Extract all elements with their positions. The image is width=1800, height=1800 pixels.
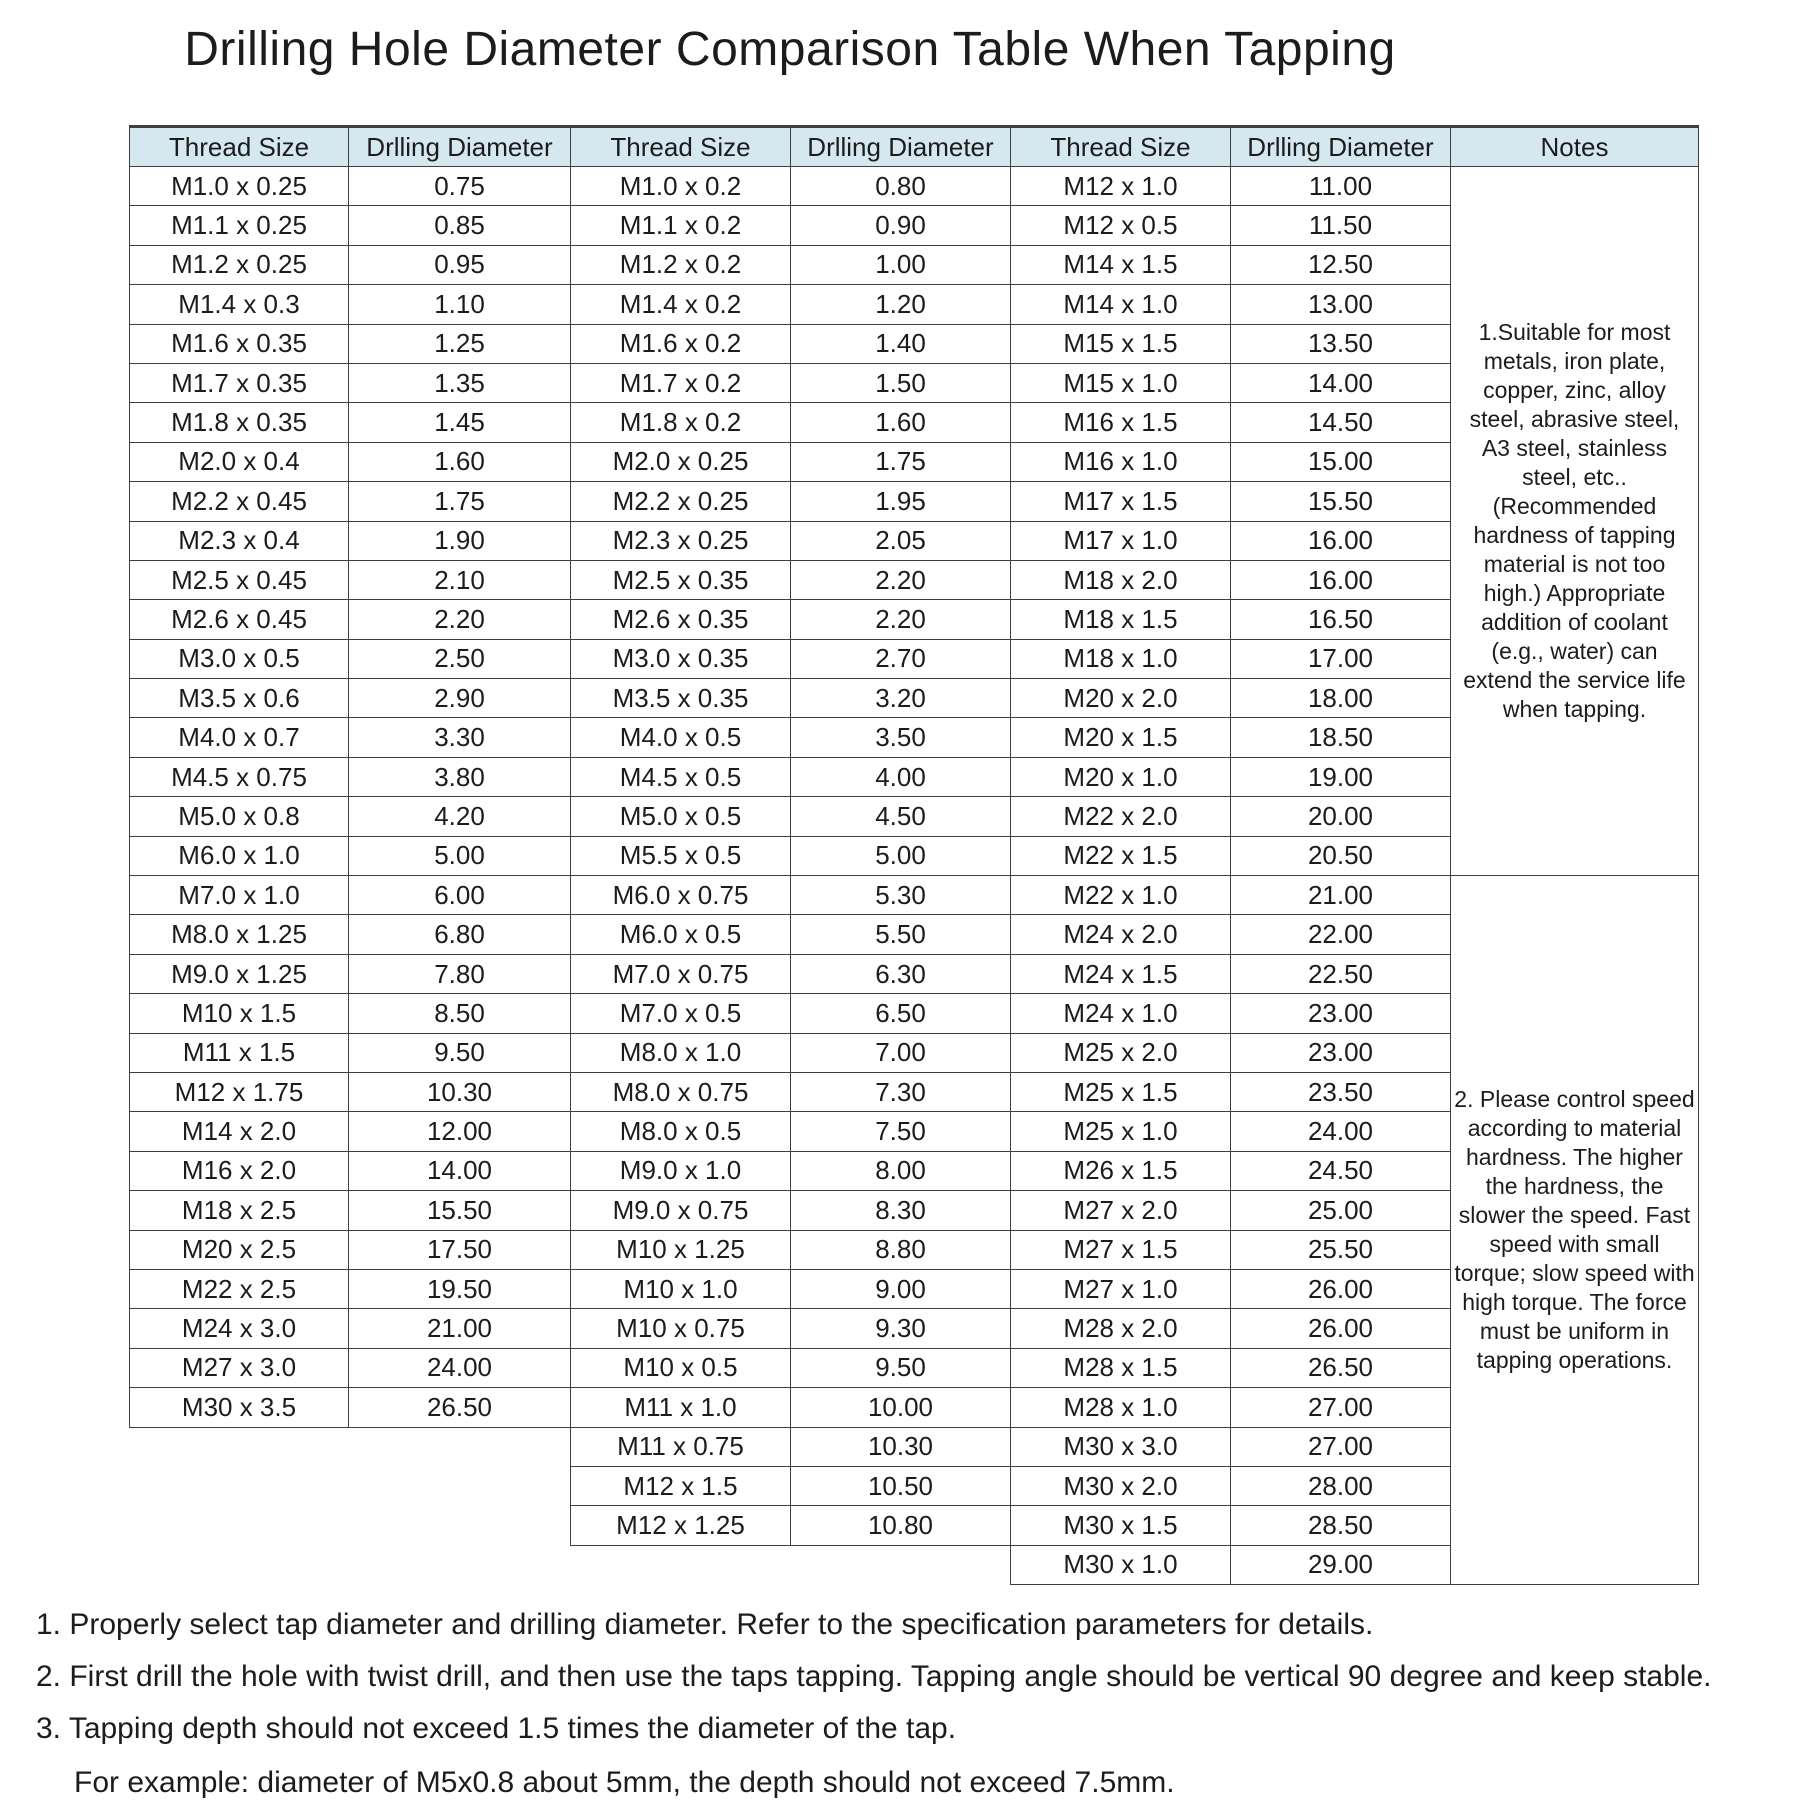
drilling-diameter-cell: 19.50 (349, 1269, 571, 1308)
thread-size-cell: M30 x 1.0 (1011, 1545, 1231, 1584)
drilling-diameter-cell: 28.50 (1231, 1506, 1451, 1545)
thread-size-cell: M11 x 1.5 (130, 1033, 349, 1072)
drilling-diameter-cell: 2.90 (349, 679, 571, 718)
drilling-diameter-cell: 9.00 (791, 1269, 1011, 1308)
drilling-diameter-cell: 1.60 (349, 442, 571, 481)
drilling-diameter-cell: 10.00 (791, 1388, 1011, 1427)
notes-cell: 2. Please control speed according to material hardness. The higher the hardness, the slower the speed. Fast speed with small torque; slow speed with high torque. The force must be uniform in tapping operations. (1451, 876, 1699, 1585)
thread-size-cell: M2.2 x 0.25 (571, 482, 791, 521)
thread-size-cell: M18 x 1.5 (1011, 600, 1231, 639)
drilling-diameter-cell: 16.50 (1231, 600, 1451, 639)
drilling-diameter-cell: 23.50 (1231, 1072, 1451, 1111)
drilling-diameter-cell: 4.00 (791, 757, 1011, 796)
notes-cell: 1.Suitable for most metals, iron plate, copper, zinc, alloy steel, abrasive steel, A3 steel, stainless steel, etc..(Recommended hardness of tapping material is not too high.) Appropriate addition of coolant (e.g., water) can extend the service life when tapping. (1451, 167, 1699, 876)
drilling-diameter-cell: 25.50 (1231, 1230, 1451, 1269)
thread-size-cell: M2.2 x 0.45 (130, 482, 349, 521)
table-row (130, 167, 1699, 206)
thread-size-cell: M7.0 x 1.0 (130, 876, 349, 915)
drilling-diameter-cell: 7.50 (791, 1112, 1011, 1151)
drilling-diameter-cell: 22.00 (1231, 915, 1451, 954)
drilling-diameter-cell: 7.00 (791, 1033, 1011, 1072)
thread-size-cell: M7.0 x 0.5 (571, 994, 791, 1033)
thread-size-cell: M20 x 1.5 (1011, 718, 1231, 757)
thread-size-cell: M25 x 2.0 (1011, 1033, 1231, 1072)
thread-size-cell: M9.0 x 0.75 (571, 1191, 791, 1230)
thread-size-cell: M14 x 2.0 (130, 1112, 349, 1151)
thread-size-cell: M11 x 0.75 (571, 1427, 791, 1466)
drilling-diameter-cell: 2.05 (791, 521, 1011, 560)
drilling-diameter-cell: 3.20 (791, 679, 1011, 718)
thread-size-cell: M2.5 x 0.35 (571, 560, 791, 599)
drilling-diameter-cell: 1.10 (349, 285, 571, 324)
drilling-diameter-cell: 2.20 (791, 560, 1011, 599)
drilling-diameter-cell: 23.00 (1231, 994, 1451, 1033)
thread-size-cell: M10 x 0.5 (571, 1348, 791, 1387)
thread-size-cell: M2.6 x 0.45 (130, 600, 349, 639)
column-header-thread-size-1: Thread Size (130, 127, 349, 167)
drilling-diameter-cell: 18.50 (1231, 718, 1451, 757)
drilling-diameter-cell: 10.50 (791, 1466, 1011, 1505)
thread-size-cell: M22 x 2.5 (130, 1269, 349, 1308)
blank-area (130, 1506, 571, 1545)
drilling-diameter-cell: 7.80 (349, 954, 571, 993)
thread-size-cell: M1.2 x 0.2 (571, 245, 791, 284)
thread-size-cell: M20 x 2.5 (130, 1230, 349, 1269)
thread-size-cell: M2.3 x 0.25 (571, 521, 791, 560)
drilling-diameter-cell: 13.00 (1231, 285, 1451, 324)
drilling-diameter-cell: 5.00 (349, 836, 571, 875)
column-header-notes: Notes (1451, 127, 1699, 167)
drilling-diameter-cell: 6.50 (791, 994, 1011, 1033)
drilling-diameter-cell: 23.00 (1231, 1033, 1451, 1072)
blank-area (130, 1466, 571, 1505)
drilling-diameter-cell: 4.50 (791, 797, 1011, 836)
drilling-diameter-cell: 6.80 (349, 915, 571, 954)
thread-size-cell: M27 x 1.5 (1011, 1230, 1231, 1269)
thread-size-cell: M8.0 x 1.0 (571, 1033, 791, 1072)
drilling-diameter-cell: 7.30 (791, 1072, 1011, 1111)
thread-size-cell: M1.1 x 0.25 (130, 206, 349, 245)
column-header-thread-size-2: Thread Size (571, 127, 791, 167)
drilling-diameter-cell: 4.20 (349, 797, 571, 836)
thread-size-cell: M1.1 x 0.2 (571, 206, 791, 245)
drilling-diameter-cell: 1.60 (791, 403, 1011, 442)
thread-size-cell: M22 x 1.0 (1011, 876, 1231, 915)
thread-size-cell: M1.4 x 0.3 (130, 285, 349, 324)
thread-size-cell: M2.0 x 0.25 (571, 442, 791, 481)
drilling-diameter-cell: 8.00 (791, 1151, 1011, 1190)
drilling-diameter-cell: 1.35 (349, 363, 571, 402)
thread-size-cell: M28 x 1.5 (1011, 1348, 1231, 1387)
thread-size-cell: M7.0 x 0.75 (571, 954, 791, 993)
thread-size-cell: M14 x 1.0 (1011, 285, 1231, 324)
thread-size-cell: M1.8 x 0.2 (571, 403, 791, 442)
drilling-diameter-cell: 20.50 (1231, 836, 1451, 875)
drilling-diameter-cell: 21.00 (1231, 876, 1451, 915)
blank-area (130, 1545, 1011, 1584)
drilling-diameter-cell: 8.80 (791, 1230, 1011, 1269)
drilling-diameter-cell: 26.50 (1231, 1348, 1451, 1387)
thread-size-cell: M1.2 x 0.25 (130, 245, 349, 284)
drilling-diameter-cell: 6.00 (349, 876, 571, 915)
thread-size-cell: M4.5 x 0.5 (571, 757, 791, 796)
column-header-thread-size-3: Thread Size (1011, 127, 1231, 167)
footer-note-2: 2. First drill the hole with twist drill, and then use the taps tapping. Tapping angle should be vertical 90 degree and keep stable. (36, 1660, 1712, 1693)
drilling-diameter-cell: 9.50 (349, 1033, 571, 1072)
drilling-diameter-cell: 0.75 (349, 167, 571, 206)
drilling-diameter-cell: 5.00 (791, 836, 1011, 875)
thread-size-cell: M24 x 1.5 (1011, 954, 1231, 993)
drilling-diameter-cell: 16.00 (1231, 521, 1451, 560)
thread-size-cell: M28 x 2.0 (1011, 1309, 1231, 1348)
blank-area (130, 1427, 571, 1466)
tapping-comparison-table (129, 125, 1699, 1585)
thread-size-cell: M30 x 3.5 (130, 1388, 349, 1427)
thread-size-cell: M3.5 x 0.6 (130, 679, 349, 718)
thread-size-cell: M1.7 x 0.35 (130, 363, 349, 402)
column-header-drilling-diameter-3: Drlling Diameter (1231, 127, 1451, 167)
drilling-diameter-cell: 10.80 (791, 1506, 1011, 1545)
drilling-diameter-cell: 1.75 (349, 482, 571, 521)
drilling-diameter-cell: 8.50 (349, 994, 571, 1033)
drilling-diameter-cell: 10.30 (791, 1427, 1011, 1466)
thread-size-cell: M5.5 x 0.5 (571, 836, 791, 875)
drilling-diameter-cell: 10.30 (349, 1072, 571, 1111)
thread-size-cell: M1.8 x 0.35 (130, 403, 349, 442)
thread-size-cell: M1.0 x 0.25 (130, 167, 349, 206)
thread-size-cell: M22 x 1.5 (1011, 836, 1231, 875)
thread-size-cell: M12 x 1.25 (571, 1506, 791, 1545)
drilling-diameter-cell: 12.00 (349, 1112, 571, 1151)
thread-size-cell: M17 x 1.5 (1011, 482, 1231, 521)
drilling-diameter-cell: 24.00 (1231, 1112, 1451, 1151)
drilling-diameter-cell: 3.30 (349, 718, 571, 757)
footer-note-example: For example: diameter of M5x0.8 about 5mm, the depth should not exceed 7.5mm. (74, 1766, 1175, 1799)
thread-size-cell: M2.6 x 0.35 (571, 600, 791, 639)
thread-size-cell: M11 x 1.0 (571, 1388, 791, 1427)
thread-size-cell: M2.5 x 0.45 (130, 560, 349, 599)
thread-size-cell: M10 x 1.25 (571, 1230, 791, 1269)
drilling-diameter-cell: 18.00 (1231, 679, 1451, 718)
thread-size-cell: M30 x 3.0 (1011, 1427, 1231, 1466)
thread-size-cell: M5.0 x 0.5 (571, 797, 791, 836)
drilling-diameter-cell: 25.00 (1231, 1191, 1451, 1230)
thread-size-cell: M4.0 x 0.7 (130, 718, 349, 757)
drilling-diameter-cell: 3.50 (791, 718, 1011, 757)
drilling-diameter-cell: 1.00 (791, 245, 1011, 284)
thread-size-cell: M1.6 x 0.2 (571, 324, 791, 363)
column-header-drilling-diameter-1: Drlling Diameter (349, 127, 571, 167)
drilling-diameter-cell: 1.50 (791, 363, 1011, 402)
thread-size-cell: M24 x 3.0 (130, 1309, 349, 1348)
drilling-diameter-cell: 29.00 (1231, 1545, 1451, 1584)
drilling-diameter-cell: 14.00 (349, 1151, 571, 1190)
thread-size-cell: M2.0 x 0.4 (130, 442, 349, 481)
drilling-diameter-cell: 0.85 (349, 206, 571, 245)
thread-size-cell: M12 x 0.5 (1011, 206, 1231, 245)
column-header-drilling-diameter-2: Drlling Diameter (791, 127, 1011, 167)
drilling-diameter-cell: 15.50 (349, 1191, 571, 1230)
thread-size-cell: M2.3 x 0.4 (130, 521, 349, 560)
thread-size-cell: M30 x 2.0 (1011, 1466, 1231, 1505)
drilling-diameter-cell: 0.80 (791, 167, 1011, 206)
drilling-diameter-cell: 22.50 (1231, 954, 1451, 993)
thread-size-cell: M18 x 1.0 (1011, 639, 1231, 678)
thread-size-cell: M26 x 1.5 (1011, 1151, 1231, 1190)
thread-size-cell: M12 x 1.5 (571, 1466, 791, 1505)
thread-size-cell: M16 x 1.5 (1011, 403, 1231, 442)
footer-note-1: 1. Properly select tap diameter and drilling diameter. Refer to the specification parameters for details. (36, 1608, 1374, 1641)
thread-size-cell: M22 x 2.0 (1011, 797, 1231, 836)
thread-size-cell: M14 x 1.5 (1011, 245, 1231, 284)
thread-size-cell: M6.0 x 0.75 (571, 876, 791, 915)
drilling-diameter-cell: 1.45 (349, 403, 571, 442)
thread-size-cell: M20 x 2.0 (1011, 679, 1231, 718)
thread-size-cell: M9.0 x 1.25 (130, 954, 349, 993)
drilling-diameter-cell: 21.00 (349, 1309, 571, 1348)
drilling-diameter-cell: 28.00 (1231, 1466, 1451, 1505)
drilling-diameter-cell: 1.20 (791, 285, 1011, 324)
thread-size-cell: M3.0 x 0.5 (130, 639, 349, 678)
thread-size-cell: M8.0 x 0.75 (571, 1072, 791, 1111)
thread-size-cell: M3.5 x 0.35 (571, 679, 791, 718)
thread-size-cell: M15 x 1.0 (1011, 363, 1231, 402)
thread-size-cell: M18 x 2.0 (1011, 560, 1231, 599)
drilling-diameter-cell: 16.00 (1231, 560, 1451, 599)
drilling-diameter-cell: 1.40 (791, 324, 1011, 363)
drilling-diameter-cell: 0.95 (349, 245, 571, 284)
thread-size-cell: M28 x 1.0 (1011, 1388, 1231, 1427)
drilling-diameter-cell: 24.50 (1231, 1151, 1451, 1190)
drilling-diameter-cell: 24.00 (349, 1348, 571, 1387)
thread-size-cell: M10 x 1.0 (571, 1269, 791, 1308)
drilling-diameter-cell: 17.00 (1231, 639, 1451, 678)
drilling-diameter-cell: 20.00 (1231, 797, 1451, 836)
thread-size-cell: M16 x 2.0 (130, 1151, 349, 1190)
drilling-diameter-cell: 9.50 (791, 1348, 1011, 1387)
drilling-diameter-cell: 1.25 (349, 324, 571, 363)
thread-size-cell: M3.0 x 0.35 (571, 639, 791, 678)
thread-size-cell: M27 x 2.0 (1011, 1191, 1231, 1230)
drilling-diameter-cell: 11.00 (1231, 167, 1451, 206)
drilling-diameter-cell: 11.50 (1231, 206, 1451, 245)
drilling-diameter-cell: 3.80 (349, 757, 571, 796)
drilling-diameter-cell: 17.50 (349, 1230, 571, 1269)
thread-size-cell: M1.6 x 0.35 (130, 324, 349, 363)
thread-size-cell: M4.5 x 0.75 (130, 757, 349, 796)
footer-note-3: 3. Tapping depth should not exceed 1.5 times the diameter of the tap. (36, 1712, 957, 1745)
thread-size-cell: M6.0 x 0.5 (571, 915, 791, 954)
table-row (130, 876, 1699, 915)
drilling-diameter-cell: 14.00 (1231, 363, 1451, 402)
drilling-diameter-cell: 2.10 (349, 560, 571, 599)
thread-size-cell: M1.0 x 0.2 (571, 167, 791, 206)
thread-size-cell: M1.7 x 0.2 (571, 363, 791, 402)
thread-size-cell: M8.0 x 0.5 (571, 1112, 791, 1151)
thread-size-cell: M6.0 x 1.0 (130, 836, 349, 875)
table-header-row (130, 127, 1699, 167)
drilling-diameter-cell: 26.00 (1231, 1309, 1451, 1348)
thread-size-cell: M18 x 2.5 (130, 1191, 349, 1230)
page-title: Drilling Hole Diameter Comparison Table When Tapping (184, 23, 1396, 76)
thread-size-cell: M10 x 1.5 (130, 994, 349, 1033)
drilling-diameter-cell: 8.30 (791, 1191, 1011, 1230)
thread-size-cell: M8.0 x 1.25 (130, 915, 349, 954)
drilling-diameter-cell: 5.50 (791, 915, 1011, 954)
drilling-diameter-cell: 2.20 (349, 600, 571, 639)
drilling-diameter-cell: 1.95 (791, 482, 1011, 521)
thread-size-cell: M1.4 x 0.2 (571, 285, 791, 324)
thread-size-cell: M27 x 3.0 (130, 1348, 349, 1387)
thread-size-cell: M30 x 1.5 (1011, 1506, 1231, 1545)
drilling-diameter-cell: 15.50 (1231, 482, 1451, 521)
drilling-diameter-cell: 14.50 (1231, 403, 1451, 442)
drilling-diameter-cell: 2.50 (349, 639, 571, 678)
drilling-diameter-cell: 12.50 (1231, 245, 1451, 284)
thread-size-cell: M12 x 1.75 (130, 1072, 349, 1111)
thread-size-cell: M10 x 0.75 (571, 1309, 791, 1348)
thread-size-cell: M5.0 x 0.8 (130, 797, 349, 836)
drilling-diameter-cell: 1.75 (791, 442, 1011, 481)
thread-size-cell: M12 x 1.0 (1011, 167, 1231, 206)
thread-size-cell: M25 x 1.5 (1011, 1072, 1231, 1111)
drilling-diameter-cell: 27.00 (1231, 1388, 1451, 1427)
thread-size-cell: M20 x 1.0 (1011, 757, 1231, 796)
drilling-diameter-cell: 13.50 (1231, 324, 1451, 363)
drilling-diameter-cell: 26.50 (349, 1388, 571, 1427)
thread-size-cell: M27 x 1.0 (1011, 1269, 1231, 1308)
thread-size-cell: M25 x 1.0 (1011, 1112, 1231, 1151)
drilling-diameter-cell: 1.90 (349, 521, 571, 560)
drilling-diameter-cell: 6.30 (791, 954, 1011, 993)
drilling-diameter-cell: 5.30 (791, 876, 1011, 915)
drilling-diameter-cell: 0.90 (791, 206, 1011, 245)
thread-size-cell: M24 x 1.0 (1011, 994, 1231, 1033)
drilling-diameter-cell: 19.00 (1231, 757, 1451, 796)
drilling-diameter-cell: 2.70 (791, 639, 1011, 678)
drilling-diameter-cell: 9.30 (791, 1309, 1011, 1348)
thread-size-cell: M17 x 1.0 (1011, 521, 1231, 560)
thread-size-cell: M15 x 1.5 (1011, 324, 1231, 363)
drilling-diameter-cell: 2.20 (791, 600, 1011, 639)
drilling-diameter-cell: 27.00 (1231, 1427, 1451, 1466)
thread-size-cell: M4.0 x 0.5 (571, 718, 791, 757)
drilling-diameter-cell: 26.00 (1231, 1269, 1451, 1308)
drilling-diameter-cell: 15.00 (1231, 442, 1451, 481)
thread-size-cell: M16 x 1.0 (1011, 442, 1231, 481)
thread-size-cell: M9.0 x 1.0 (571, 1151, 791, 1190)
thread-size-cell: M24 x 2.0 (1011, 915, 1231, 954)
